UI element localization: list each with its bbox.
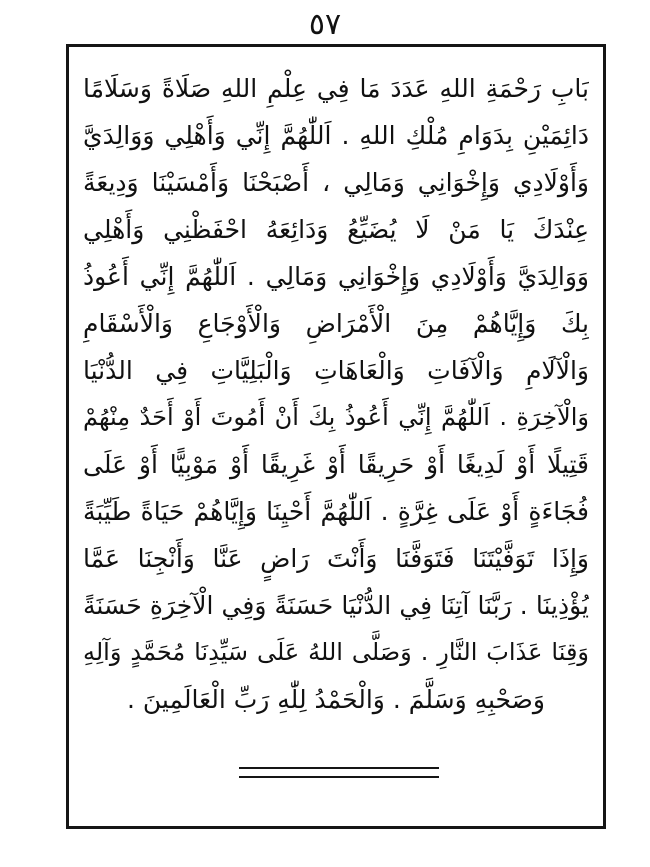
- text-line: فُجَاءَةٍ أَوْ عَلَى غِرَّةٍ . اَللّٰهُمَّ أَحْيِنَا وَإِيَّاهُمْ حَيَاةً طَيِّبَةً: [83, 497, 589, 526]
- page-number: ٥٧: [308, 7, 342, 42]
- text-line: دَائِمَيْنِ بِدَوَامِ مُلْكِ اللهِ . اَللّٰهُمَّ إِنِّي وَأَهْلِي وَوَالِدَيَّ: [83, 121, 589, 150]
- text-line: وَصَحْبِهِ وَسَلَّمَ . وَالْحَمْدُ لِلّٰهِ رَبِّ الْعَالَمِينَ .: [127, 685, 545, 714]
- text-line: يُؤْذِينَا . رَبَّنَا آتِنَا فِي الدُّنْيَا حَسَنَةً وَفِي الْآخِرَةِ حَسَنَةً: [83, 591, 589, 620]
- text-line: وَأَوْلَادِي وَإِخْوَانِي وَمَالِي ، أَصْبَحْنَا وَأَمْسَيْنَا وَدِيعَةً: [83, 168, 589, 197]
- text-line: وَالْآخِرَةِ . اَللّٰهُمَّ إِنِّي أَعُوذُ بِكَ أَنْ أَمُوتَ أَوْ أَحَدٌ مِنْهُمْ: [83, 403, 589, 431]
- text-line: قَتِيلًا أَوْ لَدِيغًا أَوْ حَرِيقًا أَوْ غَرِيقًا أَوْ مَوْبِيًّا أَوْ عَلَى: [83, 450, 589, 479]
- text-line: وَالْآلَامِ وَالْآفَاتِ وَالْعَاهَاتِ وَالْبَلِيَّاتِ فِي الدُّنْيَا: [83, 356, 589, 385]
- page-frame: [66, 44, 606, 829]
- text-line: عِنْدَكَ يَا مَنْ لَا يُضَيِّعُ وَدَائِعَهُ احْفَظْنِي وَأَهْلِي: [83, 215, 589, 244]
- closing-rule-bottom: [239, 776, 439, 778]
- closing-rule-top: [239, 767, 439, 769]
- arabic-text-block: [83, 65, 589, 723]
- text-line: بِكَ وَإِيَّاهُمْ مِنَ الْأَمْرَاضِ وَالْأَوْجَاعِ وَالْأَسْقَامِ: [83, 309, 589, 338]
- text-line: وَوَالِدَيَّ وَأَوْلَادِي وَإِخْوَانِي وَمَالِي . اَللّٰهُمَّ إِنِّي أَعُوذُ: [83, 262, 589, 291]
- text-line: بَابِ رَحْمَةِ اللهِ عَدَدَ مَا فِي عِلْمِ اللهِ صَلَاةً وَسَلَامًا: [83, 74, 589, 103]
- text-line: وَقِنَا عَذَابَ النَّارِ . وَصَلَّى اللهُ عَلَى سَيِّدِنَا مُحَمَّدٍ وَآلِهِ: [83, 638, 589, 666]
- text-line: وَإِذَا تَوَفَّيْتَنَا فَتَوَفَّنَا وَأَنْتَ رَاضٍ عَنَّا وَأَنْجِنَا عَمَّا: [83, 544, 589, 573]
